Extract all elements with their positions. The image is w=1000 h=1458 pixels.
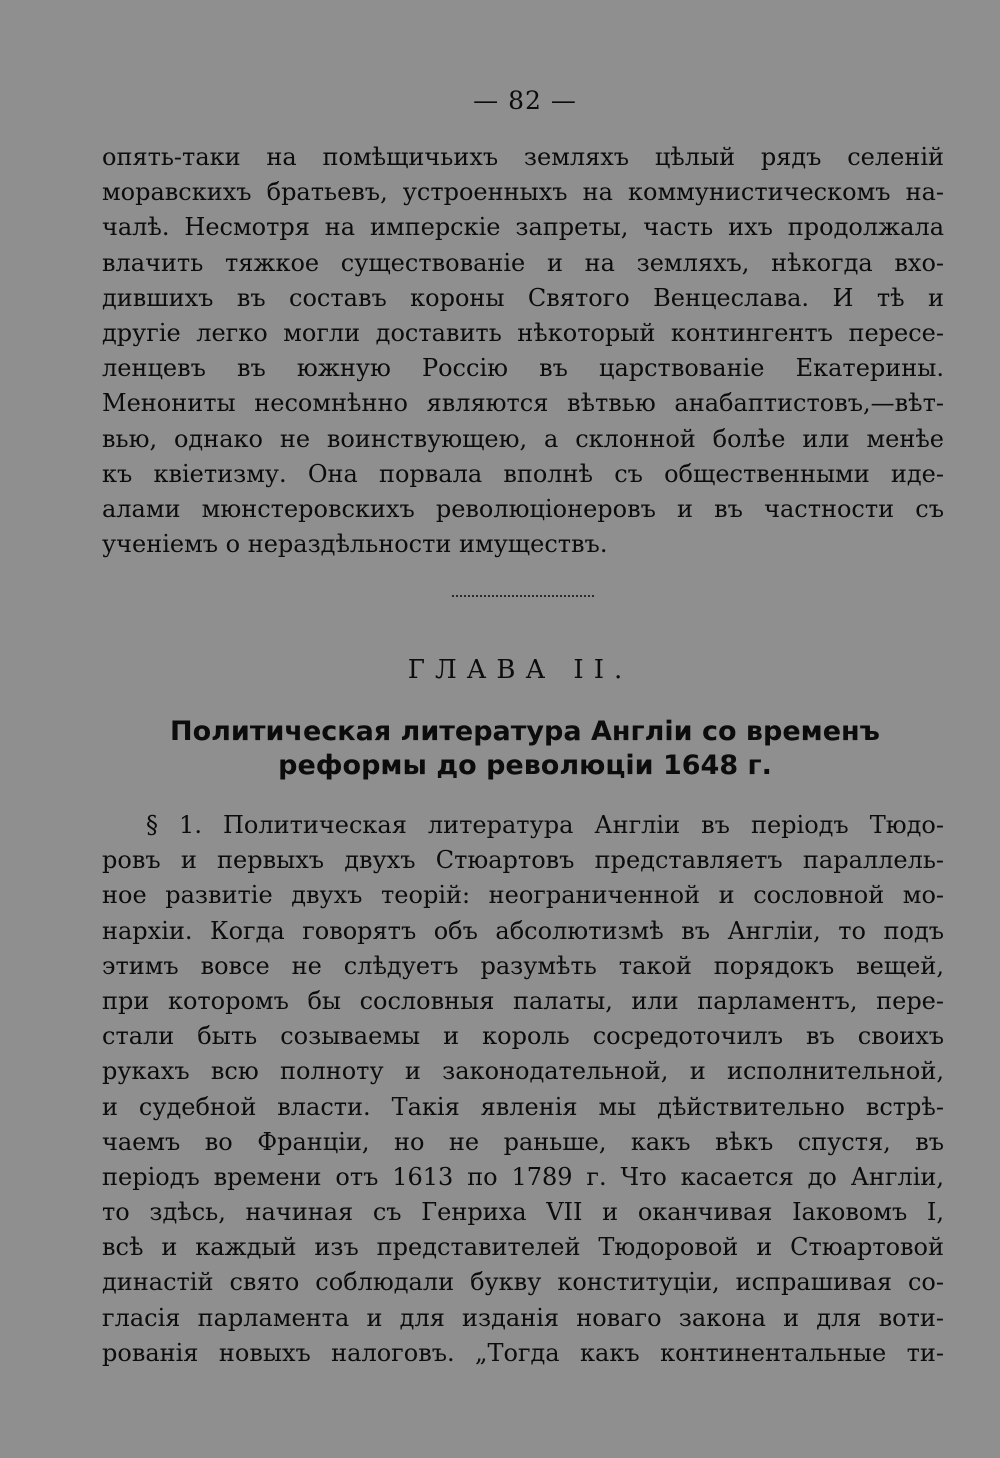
chapter-title-line: Политическая литература Англіи со временъ (170, 716, 880, 747)
text-line: вью, однако не воинствующею, а склонной болѣе или менѣе (102, 424, 944, 453)
text-line: другіе легко могли доставить нѣкоторый контингентъ пересе- (102, 318, 944, 347)
paragraph-top (102, 140, 944, 562)
text-line: опять-таки на помѣщичьихъ земляхъ цѣлый рядъ селеній (102, 143, 944, 171)
chapter-title (102, 715, 948, 783)
text-line: чалѣ. Несмотря на имперскіе запреты, часть ихъ продолжала (102, 213, 944, 242)
chapter-heading: ГЛАВА II. (407, 655, 633, 685)
text-line: ученіемъ о нераздѣльности имуществъ. (102, 530, 608, 559)
text-line: то здѣсь, начиная съ Генриха VII и оканчивая Іаковомъ I, (102, 1198, 944, 1227)
text-line: ленцевъ въ южную Россію въ царствованіе Екатерины. (102, 354, 944, 383)
text-line: ровъ и первыхъ двухъ Стюартовъ представляетъ параллель- (102, 846, 944, 875)
chapter-title-line: реформы до революціи 1648 г. (278, 750, 772, 781)
text-line: рованія новыхъ налоговъ. „Тогда какъ континентальные ти- (102, 1338, 944, 1367)
text-line: періодъ времени отъ 1613 по 1789 г. Что касается до Англіи, (102, 1162, 944, 1191)
text-line: гласія парламента и для изданія новаго закона и для воти- (102, 1303, 944, 1332)
text-line: стали быть созываемы и король сосредоточилъ въ своихъ (102, 1022, 944, 1051)
text-line: моравскихъ братьевъ, устроенныхъ на коммунистическомъ на- (102, 178, 944, 207)
text-line: и судебной власти. Такія явленія мы дѣйствительно встрѣ- (102, 1092, 944, 1121)
text-line: къ квіетизму. Она порвала вполнѣ съ общественными иде- (102, 459, 944, 488)
text-line: при которомъ бы сословныя палаты, или парламентъ, пере- (102, 986, 944, 1015)
text-line: алами мюнстеровскихъ революціонеровъ и въ частности съ (102, 494, 944, 523)
text-line: Менониты несомнѣнно являются вѣтвью анабаптистовъ,—вѣт- (102, 389, 944, 418)
text-line: чаемъ во Франціи, но не раньше, какъ вѣкъ спустя, въ (102, 1127, 944, 1156)
text-line: рукахъ всю полноту и законодательной, и исполнительной, (102, 1057, 944, 1086)
text-line: ное развитіе двухъ теорій: неограниченной и сословной мо- (102, 881, 944, 910)
text-line: влачить тяжкое существованіе и на земляхъ, нѣкогда вхо- (102, 248, 944, 277)
text-line: всѣ и каждый изъ представителей Тюдоровой и Стюартовой (102, 1233, 944, 1262)
text-line: § 1. Политическая литература Англіи въ періодъ Тюдо- (146, 811, 944, 839)
text-line: дившихъ въ составъ короны Святого Венцеслава. И тѣ и (102, 283, 944, 312)
section-separator (452, 595, 594, 597)
text-line: династій свято соблюдали букву конституціи, испрашивая со- (102, 1268, 944, 1297)
page-number: — 82 — (473, 86, 577, 115)
text-line: нархіи. Когда говорятъ объ абсолютизмѣ въ Англіи, то подъ (102, 916, 944, 945)
text-line: этимъ вовсе не слѣдуетъ разумѣть такой порядокъ вещей, (102, 951, 944, 980)
paragraph-bottom (102, 808, 944, 1371)
